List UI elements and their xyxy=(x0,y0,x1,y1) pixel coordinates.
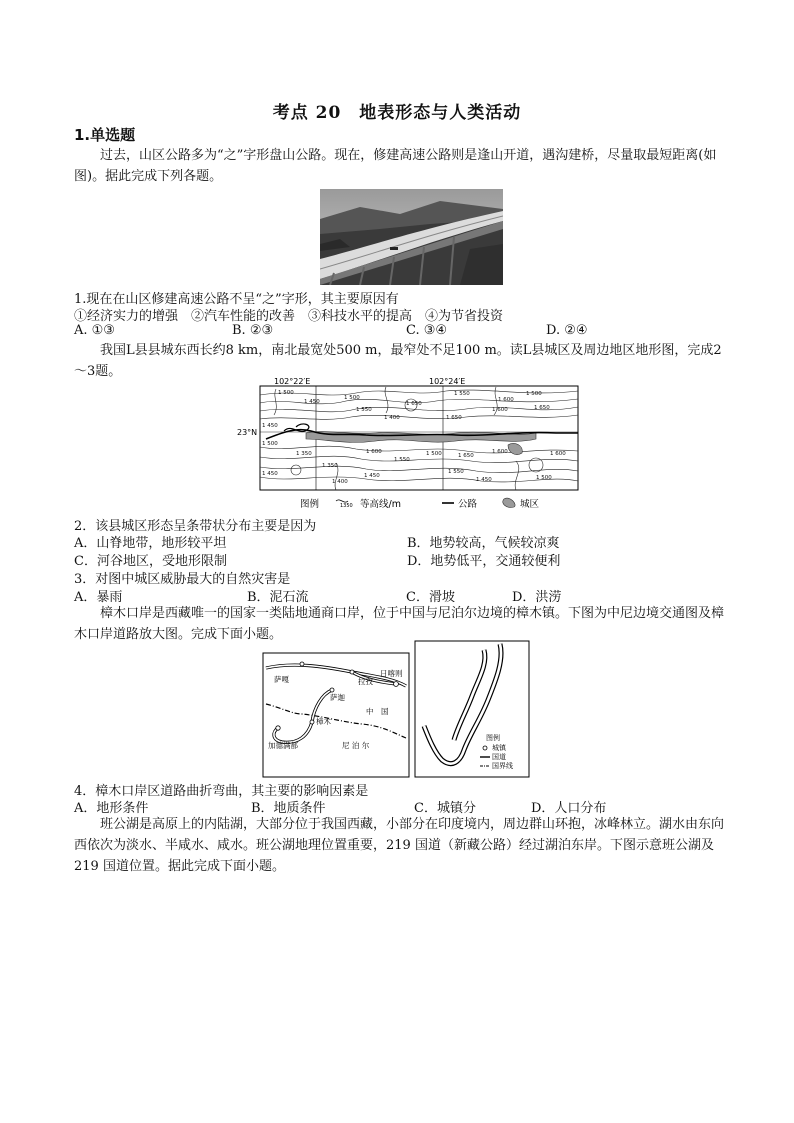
road-legend-border: 国界线 xyxy=(492,762,513,770)
q2-option-a[interactable]: A．山脊地带，地形较平坦 xyxy=(74,536,227,551)
intro-paragraph-3: 樟木口岸是西藏唯一的国家一类陆地通商口岸，位于中国与尼泊尔边境的樟木镇。下图为中尼边境交通图及樟木口岸道路放大图。完成下面小题。 xyxy=(74,606,725,642)
intro-paragraph-2: 我国L县县城东西长约8 km，南北最宽处500 m，最窄处不足100 m。读L县城区及周边地区地形图，完成2～3题。 xyxy=(74,343,722,379)
q3-option-d[interactable]: D．洪涝 xyxy=(512,590,562,605)
place-nepal: 尼 泊 尔 xyxy=(342,741,370,750)
svg-text:1 650: 1 650 xyxy=(406,401,422,407)
q1-option-b[interactable]: B. ②③ xyxy=(232,323,274,338)
svg-text:1 550: 1 550 xyxy=(356,407,372,413)
q2-option-d[interactable]: D．地势低平，交通较便利 xyxy=(407,554,561,569)
question-2-stem: 2．该县城区形态呈条带状分布主要是因为 xyxy=(74,519,317,534)
question-1-items: ①经济实力的增强 ②汽车性能的改善 ③科技水平的提高 ④为节省投资 xyxy=(74,309,504,324)
intro-paragraph-1: 过去，山区公路多为“之”字形盘山公路。现在，修建高速公路则是逢山开道，遇沟建桥，尽量取最短距离(如图)。据此完成下列各题。 xyxy=(74,148,717,184)
legend-road: 公路 xyxy=(458,499,478,510)
question-1-stem: 1.现在在山区修建高速公路不呈“之”字形，其主要原因有 xyxy=(74,292,399,307)
place-lazi: 拉孜 xyxy=(358,677,373,686)
q2-option-b[interactable]: B．地势较高，气候较凉爽 xyxy=(407,536,560,551)
question-4-stem: 4．樟木口岸区道路曲折弯曲，其主要的影响因素是 xyxy=(74,784,369,799)
border-traffic-map xyxy=(262,652,410,778)
place-shigatse: 日喀则 xyxy=(380,669,403,678)
place-china: 中 国 xyxy=(366,707,389,716)
question-3-stem: 3．对图中城区威胁最大的自然灾害是 xyxy=(74,572,291,587)
page-title: 考点 20 地表形态与人类活动 xyxy=(272,103,522,123)
topographic-map xyxy=(236,375,581,513)
section-heading: 1.单选题 xyxy=(74,126,136,144)
legend-city: 城区 xyxy=(520,499,540,510)
zhangmu-road-map xyxy=(414,640,530,778)
svg-text:1 400: 1 400 xyxy=(384,415,400,421)
q3-option-b[interactable]: B．泥石流 xyxy=(247,590,309,605)
q1-option-d[interactable]: D. ②④ xyxy=(546,323,588,338)
svg-text:1 500: 1 500 xyxy=(526,391,542,397)
svg-text:1 500: 1 500 xyxy=(262,441,278,447)
svg-text:1 600: 1 600 xyxy=(492,407,508,413)
road-legend-highway: 国道 xyxy=(492,753,506,761)
road-legend-title: 图例 xyxy=(486,734,500,742)
q2-option-c[interactable]: C．河谷地区，受地形限制 xyxy=(74,554,227,569)
q4-option-b[interactable]: B．地质条件 xyxy=(251,801,326,816)
map-lon-right: 102°24′E xyxy=(429,377,466,386)
q4-option-d[interactable]: D．人口分布 xyxy=(531,801,607,816)
svg-text:1 650: 1 650 xyxy=(458,453,474,459)
svg-text:1 550: 1 550 xyxy=(394,457,410,463)
svg-text:1 500: 1 500 xyxy=(344,395,360,401)
map-lat: 23°N xyxy=(237,428,258,437)
svg-text:1 650: 1 650 xyxy=(446,415,462,421)
q3-option-a[interactable]: A．暴雨 xyxy=(74,590,123,605)
svg-text:1 350: 1 350 xyxy=(296,451,312,457)
svg-text:1 450: 1 450 xyxy=(262,423,278,429)
svg-text:1 500: 1 500 xyxy=(536,475,552,481)
svg-text:1 600: 1 600 xyxy=(492,449,508,455)
intro-paragraph-4: 班公湖是高原上的内陆湖，大部分位于我国西藏，小部分在印度境内，周边群山环抱，冰峰林立。湖水由东向西依次为淡水、半咸水、咸水。班公湖地理位置重要，219 国道（新藏公路）经过湖泊东岸。下图示意班公湖及 219 国道位置。据此完成下面小题。 xyxy=(74,817,725,874)
svg-text:1 650: 1 650 xyxy=(534,405,550,411)
place-saga: 萨嘎 xyxy=(274,675,289,684)
map-lon-left: 102°22′E xyxy=(274,377,311,386)
place-kathmandu: 加德满都 xyxy=(268,741,298,750)
q3-option-c[interactable]: C．滑坡 xyxy=(406,590,455,605)
svg-text:1 600: 1 600 xyxy=(550,451,566,457)
svg-text:1 450: 1 450 xyxy=(476,477,492,483)
q4-option-c[interactable]: C．城镇分 xyxy=(414,801,476,816)
place-zhangmu: 樟木 xyxy=(316,717,331,726)
svg-text:1 450: 1 450 xyxy=(304,399,320,405)
legend-title: 图例 xyxy=(300,499,320,510)
q4-option-a[interactable]: A．地形条件 xyxy=(74,801,149,816)
svg-text:1 500: 1 500 xyxy=(278,390,294,396)
road-legend-town: 城镇 xyxy=(492,744,506,752)
q1-option-c[interactable]: C. ③④ xyxy=(406,323,448,338)
svg-text:1 550: 1 550 xyxy=(448,469,464,475)
svg-text:1 400: 1 400 xyxy=(332,479,348,485)
highway-photo xyxy=(320,189,503,285)
legend-contour-sample: 1350 xyxy=(340,503,353,509)
svg-text:1 450: 1 450 xyxy=(364,473,380,479)
svg-text:1 350: 1 350 xyxy=(322,463,338,469)
q1-option-a[interactable]: A. ①③ xyxy=(74,323,115,338)
place-sakya: 萨迦 xyxy=(330,693,345,702)
svg-text:1 550: 1 550 xyxy=(454,391,470,397)
svg-text:1 500: 1 500 xyxy=(426,451,442,457)
legend-contour: 等高线/m xyxy=(360,499,401,510)
svg-text:1 450: 1 450 xyxy=(262,471,278,477)
svg-text:1 600: 1 600 xyxy=(366,449,382,455)
svg-text:1 600: 1 600 xyxy=(498,397,514,403)
